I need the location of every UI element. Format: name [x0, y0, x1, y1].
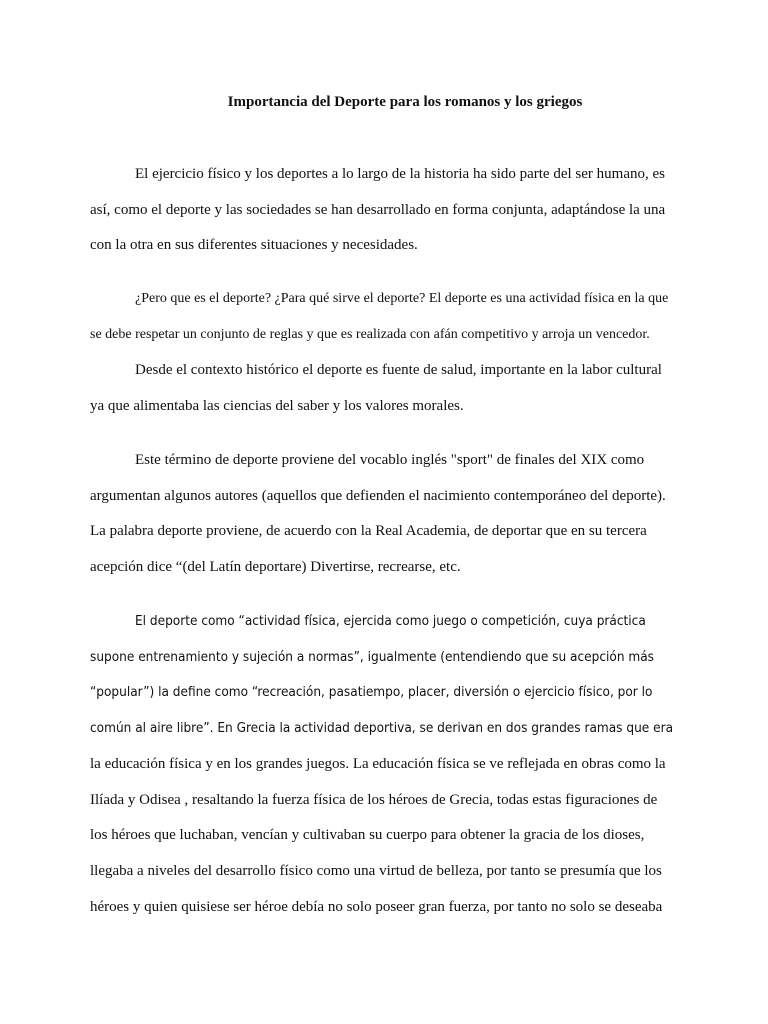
paragraph-line: El deporte como “actividad física, ejercida como juego o competición, cuya práctica — [135, 613, 646, 629]
paragraph-line: supone entrenamiento y sujeción a normas”, igualmente (entendiendo que su acepción más — [90, 649, 654, 665]
paragraph-line: “popular”) la define como “recreación, pasatiempo, placer, diversión o ejercicio físico, por lo — [90, 684, 653, 700]
paragraph-line: La palabra deporte proviene, de acuerdo con la Real Academia, de deportar que en su tercera — [90, 523, 647, 539]
paragraph-line: acepción dice “(del Latín deportare) Divertirse, recrearse, etc. — [90, 559, 461, 575]
paragraph-line: Este término de deporte proviene del vocablo inglés "sport" de finales del XIX como — [135, 452, 645, 468]
paragraph-line: Ilíada y Odisea , resaltando la fuerza física de los héroes de Grecia, todas estas figuraciones de — [90, 792, 658, 808]
paragraph-line: los héroes que luchaban, vencían y cultivaban su cuerpo para obtener la gracia de los dioses, — [90, 827, 645, 843]
paragraph-line: con la otra en sus diferentes situaciones y necesidades. — [90, 237, 418, 253]
paragraph-line: El ejercicio físico y los deportes a lo largo de la historia ha sido parte del ser humano, es — [135, 166, 665, 182]
document-title: Importancia del Deporte para los romanos y los griegos — [227, 94, 583, 110]
paragraph-line: se debe respetar un conjunto de reglas y que es realizada con afán competitivo y arroja un vencedor. — [90, 327, 650, 342]
paragraph-line: así, como el deporte y las sociedades se han desarrollado en forma conjunta, adaptándose la una — [90, 202, 666, 218]
paragraph-line: ya que alimentaba las ciencias del saber y los valores morales. — [90, 398, 464, 414]
paragraph-line: argumentan algunos autores (aquellos que defienden el nacimiento contemporáneo del deporte). — [90, 488, 666, 504]
paragraph-line: héroes y quien quisiese ser héroe debía no solo poseer gran fuerza, por tanto no solo se deseaba — [90, 899, 663, 915]
paragraph-line: Desde el contexto histórico el deporte es fuente de salud, importante en la labor cultural — [135, 362, 662, 378]
paragraph-line: llegaba a niveles del desarrollo físico como una virtud de belleza, por tanto se presumía que los — [90, 863, 662, 879]
paragraph-line: ¿Pero que es el deporte? ¿Para qué sirve el deporte? El deporte es una actividad física en la que — [135, 291, 669, 306]
paragraph-line: común al aire libre”. En Grecia la actividad deportiva, se derivan en dos grandes ramas que era — [90, 720, 674, 736]
paragraph-line: la educación física y en los grandes juegos. La educación física se ve reflejada en obras como la — [90, 756, 666, 772]
